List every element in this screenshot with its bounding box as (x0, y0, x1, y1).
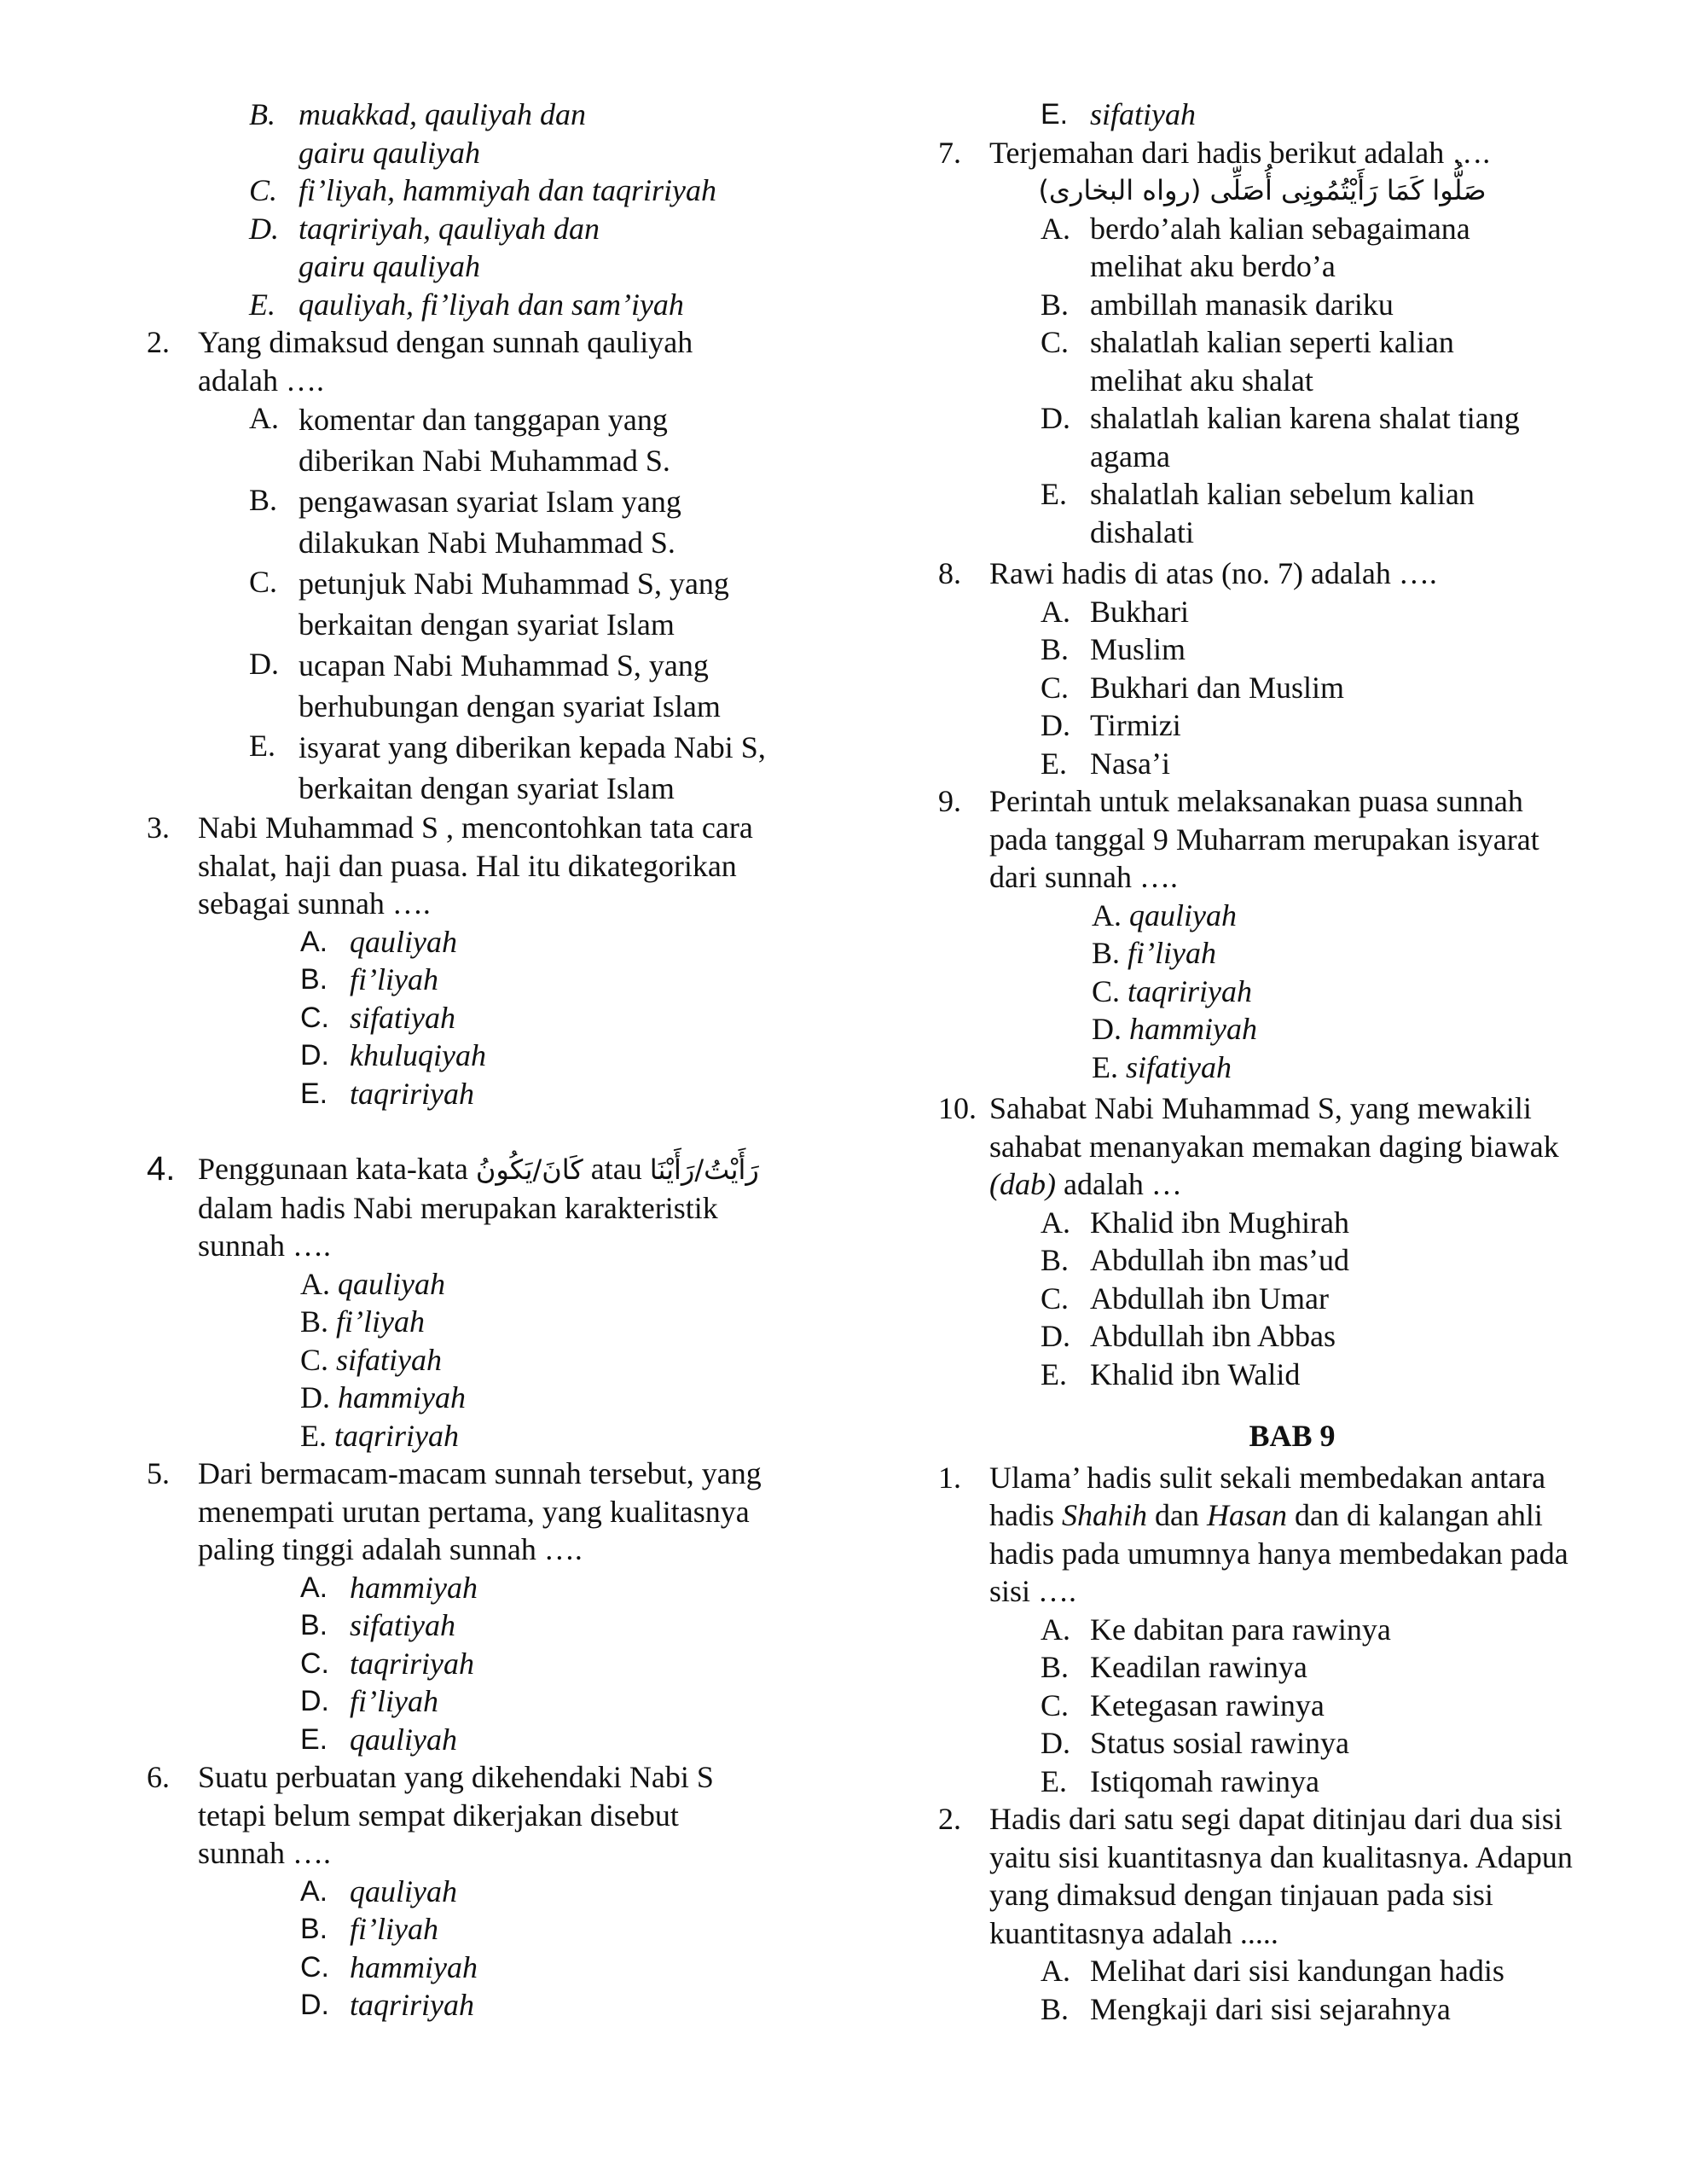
question-2-options (147, 399, 812, 809)
bab9-question-2: 2. Hadis dari satu segi dapat ditinjau dari dua sisi yaitu sisi kuantitasnya dan kualitasnya. Adapun yang dimaksud dengan tinjauan pada sisi kuantitasnya adalah ..... (938, 1800, 1595, 1952)
q4-option-c: C. sifatiyah (300, 1342, 443, 1377)
bab9-question-1: 1. Ulama’ hadis sulit sekali membedakan antara hadis Shahih dan Hasan dan di kalangan ahli hadis pada umumnya hanya membedakan pada sisi …. (938, 1459, 1595, 1611)
b1-option-d: D. Status sosial rawinya (1041, 1726, 1349, 1760)
right-column (938, 96, 1595, 2028)
bab9-question-1-options (938, 1611, 1595, 1801)
q4-option-d: D. hammiyah (300, 1380, 466, 1414)
arabic-word-1: كَانَ/يَكُونُ (475, 1153, 583, 1186)
q7-option-b: B. ambillah manasik dariku (1041, 287, 1394, 322)
q6-option-b: B. fi’liyah (300, 1912, 438, 1946)
q8-option-b: B. Muslim (1041, 632, 1186, 666)
q3-option-b: B. fi’liyah (300, 962, 438, 996)
bab9-question-2-options (938, 1952, 1595, 2028)
q3-option-a: A. qauliyah (300, 924, 457, 959)
q3-option-e: E. taqririyah (300, 1076, 475, 1111)
q6-option-c: C. hammiyah (300, 1949, 478, 1984)
question-10-stem: Sahabat Nabi Muhammad S, yang mewakili sahabat menanyakan memakan daging biawak (dab) adalah … (989, 1091, 1559, 1201)
question-4-stem: Penggunaan kata-kata كَانَ/يَكُونُ atau رَأَيْتُ/رَأَيْنَا dalam hadis Nabi merupakan karakteristik sunnah …. (198, 1152, 759, 1263)
question-8-options (938, 593, 1595, 783)
question-2: 2. Yang dimaksud dengan sunnah qauliyah adalah …. (147, 323, 812, 399)
q9-option-c: C. taqririyah (1092, 973, 1253, 1008)
question-10-options (938, 1204, 1595, 1394)
q2-option-e: E. isyarat yang diberikan kepada Nabi S, berkaitan dengan syariat Islam (249, 729, 766, 805)
q2-option-b: B. pengawasan syariat Islam yang dilakukan Nabi Muhammad S. (249, 483, 681, 560)
q1-option-e: E. qauliyah, fi’liyah dan sam’iyah (249, 287, 684, 322)
question-3-stem: Nabi Muhammad S , mencontohkan tata cara shalat, haji dan puasa. Hal itu dikategorikan sebagai sunnah …. (198, 810, 753, 921)
arabic-word-2: رَأَيْتُ/رَأَيْنَا (649, 1153, 759, 1186)
question-7-options (938, 210, 1595, 552)
q9-option-a: A. qauliyah (1092, 897, 1237, 932)
question-5-stem: Dari bermacam-macam sunnah tersebut, yang menempati urutan pertama, yang kualitasnya paling tinggi adalah sunnah …. (198, 1456, 762, 1566)
q9-option-b: B. fi’liyah (1092, 936, 1216, 970)
q7-option-a: A. berdo’alah kalian sebagaimana melihat aku berdo’a (1041, 211, 1470, 283)
q9-option-e: E. sifatiyah (1092, 1049, 1232, 1084)
q1-option-b: B. muakkad, qauliyah dan gairu qauliyah (249, 97, 586, 170)
q5-option-d: D. fi’liyah (300, 1684, 438, 1718)
question-8: 8. Rawi hadis di atas (no. 7) adalah …. (938, 555, 1595, 593)
q5-option-b: B. sifatiyah (300, 1608, 455, 1642)
q1-options (147, 96, 812, 323)
left-column (147, 96, 812, 2024)
q1-option-c: C. fi’liyah, hammiyah dan taqririyah (249, 173, 716, 207)
question-3: 3. Nabi Muhammad S , mencontohkan tata cara shalat, haji dan puasa. Hal itu dikategorikan sebagai sunnah …. (147, 809, 812, 923)
q10-option-a: A. Khalid ibn Mughirah (1041, 1205, 1349, 1240)
q7-option-e: E. shalatlah kalian sebelum kalian dishalati (1041, 477, 1475, 549)
q2-option-c: C. petunjuk Nabi Muhammad S, yang berkaitan dengan syariat Islam (249, 565, 729, 642)
question-8-stem: Rawi hadis di atas (no. 7) adalah …. (989, 556, 1437, 590)
q10-option-e: E. Khalid ibn Walid (1041, 1356, 1301, 1391)
question-9-options (938, 897, 1595, 1087)
q8-option-c: C. Bukhari dan Muslim (1041, 670, 1344, 705)
bab9-question-2-stem: Hadis dari satu segi dapat ditinjau dari dua sisi yaitu sisi kuantitasnya dan kualitasnya. Adapun yang dimaksud dengan tinjauan pada sisi kuantitasnya adalah ..... (989, 1802, 1573, 1950)
q5-option-a: A. hammiyah (300, 1570, 478, 1605)
q4-option-a: A. qauliyah (300, 1266, 445, 1301)
q6-option-e: E. sifatiyah (1041, 97, 1196, 131)
question-2-stem: Yang dimaksud dengan sunnah qauliyah adalah …. (198, 325, 693, 398)
b2-option-b: B. Mengkaji dari sisi sejarahnya (1041, 1991, 1451, 2026)
q7-option-d: D. shalatlah kalian karena shalat tiang agama (1041, 401, 1520, 473)
q5-option-c: C. taqririyah (300, 1646, 475, 1681)
question-9: 9. Perintah untuk melaksanakan puasa sunnah pada tanggal 9 Muharram merupakan isyarat dari sunnah …. (938, 782, 1595, 897)
q8-option-a: A. Bukhari (1041, 594, 1189, 629)
q6-option-d: D. taqririyah (300, 1988, 475, 2022)
spacer (147, 1112, 812, 1150)
question-9-stem: Perintah untuk melaksanakan puasa sunnah pada tanggal 9 Muharram merupakan isyarat dari sunnah …. (989, 784, 1539, 894)
b1-option-b: B. Keadilan rawinya (1041, 1650, 1307, 1684)
b1-option-c: C. Ketegasan rawinya (1041, 1687, 1325, 1722)
question-7: 7. Terjemahan dari hadis berikut adalah …. صَلُّوا كَمَا رَأَيْتُمُونِى أُصَلِّى (رواه البخارى) (938, 134, 1595, 210)
q2-option-d: D. ucapan Nabi Muhammad S, yang berhubungan dengan syariat Islam (249, 647, 721, 723)
question-4: 4. Penggunaan kata-kata كَانَ/يَكُونُ atau رَأَيْتُ/رَأَيْنَا dalam hadis Nabi merupakan karakteristik sunnah …. (147, 1150, 812, 1265)
q6-options-continued (938, 96, 1595, 134)
q7-option-c: C. shalatlah kalian seperti kalian melihat aku shalat (1041, 325, 1454, 398)
b2-option-a: A. Melihat dari sisi kandungan hadis (1041, 1954, 1504, 1988)
b1-option-a: A. Ke dabitan para rawinya (1041, 1612, 1391, 1647)
q8-option-d: D. Tirmizi (1041, 708, 1181, 742)
q4-option-b: B. fi’liyah (300, 1304, 425, 1339)
section-heading: BAB 9 (1249, 1419, 1336, 1453)
question-6-stem: Suatu perbuatan yang dikehendaki Nabi S tetapi belum sempat dikerjakan disebut sunnah …. (198, 1760, 714, 1870)
q6-option-a: A. qauliyah (300, 1873, 457, 1908)
question-6-options (147, 1873, 812, 2024)
question-3-options (147, 923, 812, 1113)
b1-option-e: E. Istiqomah rawinya (1041, 1763, 1319, 1798)
q2-option-a: A. komentar dan tanggapan yang diberikan Nabi Muhammad S. (249, 401, 670, 478)
bab9-question-1-stem: Ulama’ hadis sulit sekali membedakan antara hadis Shahih dan Hasan dan di kalangan ahli hadis pada umumnya hanya membedakan pada sisi …. (989, 1460, 1568, 1608)
q8-option-e: E. Nasa’i (1041, 746, 1170, 781)
q9-option-d: D. hammiyah (1092, 1012, 1257, 1046)
q3-option-d: D. khuluqiyah (300, 1038, 486, 1072)
q1-option-d: D. taqririyah, qauliyah dan gairu qauliyah (249, 211, 600, 283)
q10-option-b: B. Abdullah ibn mas’ud (1041, 1243, 1349, 1277)
q10-option-c: C. Abdullah ibn Umar (1041, 1281, 1329, 1316)
question-4-options (147, 1265, 812, 1455)
q4-option-e: E. taqririyah (300, 1418, 460, 1453)
question-10: 10. Sahabat Nabi Muhammad S, yang mewakili sahabat menanyakan memakan daging biawak (dab) adalah … (938, 1089, 1595, 1204)
q5-option-e: E. qauliyah (300, 1722, 457, 1757)
question-5-options (147, 1569, 812, 1759)
q10-option-d: D. Abdullah ibn Abbas (1041, 1319, 1336, 1353)
question-5: 5. Dari bermacam-macam sunnah tersebut, yang menempati urutan pertama, yang kualitasnya paling tinggi adalah sunnah …. (147, 1455, 812, 1569)
question-7-stem: Terjemahan dari hadis berikut adalah …. (989, 135, 1491, 170)
question-6: 6. Suatu perbuatan yang dikehendaki Nabi S tetapi belum sempat dikerjakan disebut sunnah …. (147, 1758, 812, 1873)
q3-option-c: C. sifatiyah (300, 1000, 455, 1035)
arabic-hadith: صَلُّوا كَمَا رَأَيْتُمُونِى أُصَلِّى (رواه البخارى) (1038, 174, 1487, 206)
